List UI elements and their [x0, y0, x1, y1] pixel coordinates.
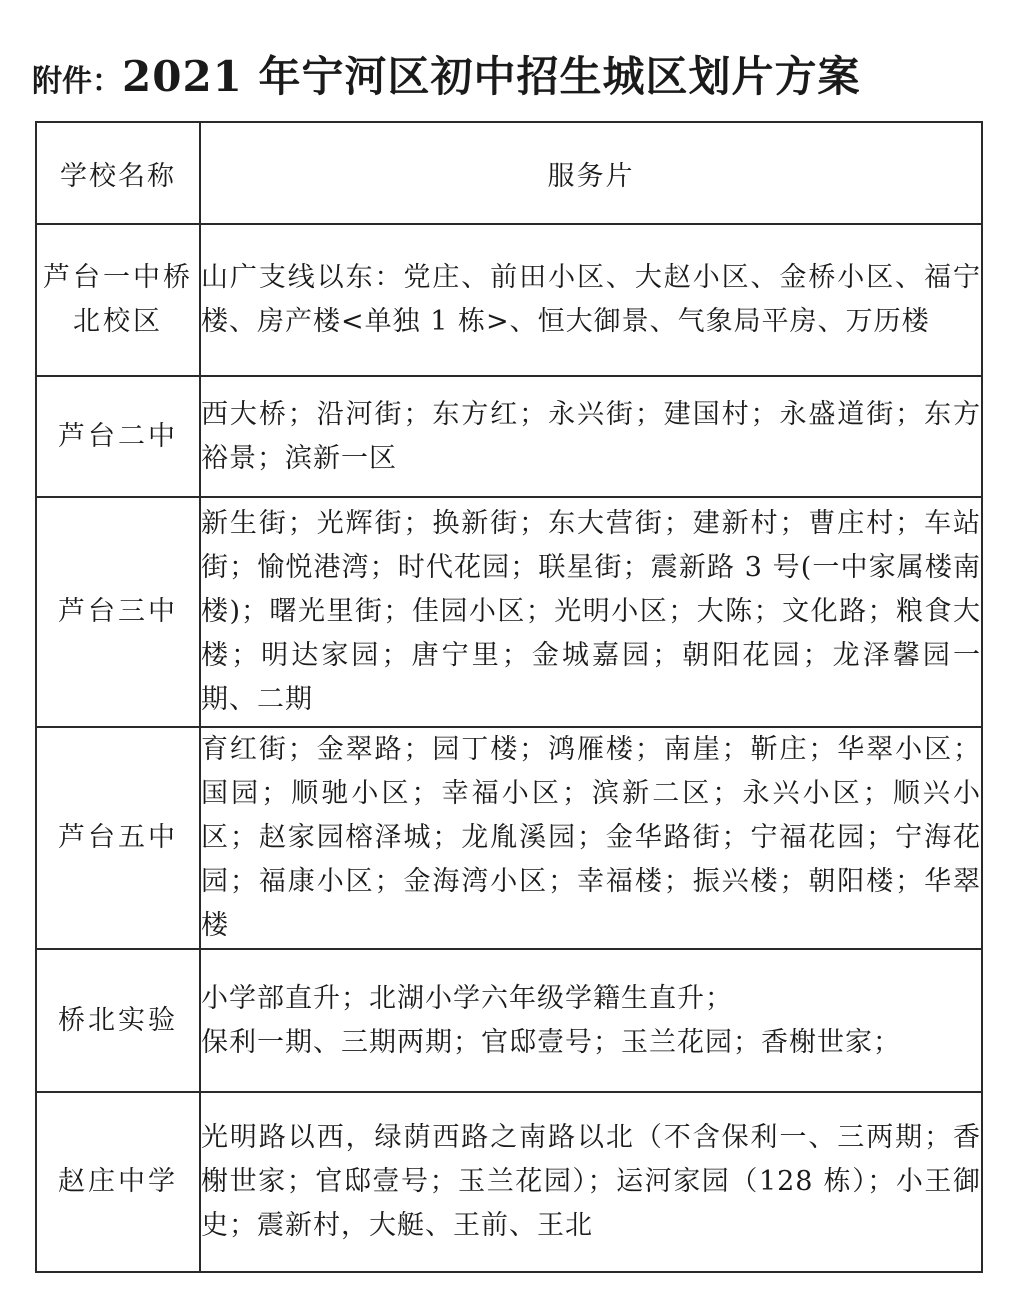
service-area-line: 保利一期、三期两期；官邸壹号；玉兰花园；香榭世家； [201, 1026, 901, 1058]
service-area: 西大桥；沿河街；东方红；永兴街；建国村；永盛道街；东方裕景；滨新一区 [200, 376, 982, 497]
header-area: 服务片 [200, 122, 982, 224]
service-area: 新生街；光辉街；换新街；东大营街；建新村；曹庄村；车站街；愉悦港湾；时代花园；联星街；震新路 3 号(一中家属楼南楼)；曙光里街；佳园小区；光明小区；大陈；文化路；粮食大楼；明达家园；唐宁里；金城嘉园；朝阳花园；龙泽馨园一期、二期 [200, 497, 982, 727]
table-row [36, 727, 982, 949]
school-name: 芦台二中 [36, 376, 200, 497]
school-name: 桥北实验 [36, 949, 200, 1092]
table-row [36, 376, 982, 497]
service-area: 山广支线以东：党庄、前田小区、大赵小区、金桥小区、福宁楼、房产楼<单独 1 栋>、恒大御景、气象局平房、万历楼 [200, 224, 982, 376]
school-name: 赵庄中学 [36, 1092, 200, 1272]
table-row [36, 949, 982, 1092]
service-area-line: 小学部直升；北湖小学六年级学籍生直升； [201, 982, 733, 1014]
title-main: 2021 年宁河区初中招生城区划片方案 [122, 52, 861, 101]
service-area: 光明路以西，绿荫西路之南路以北（不含保利一、三两期；香榭世家；官邸壹号；玉兰花园）；运河家园（128 栋）；小王御史；震新村，大艇、王前、王北 [200, 1092, 982, 1272]
table-row [36, 497, 982, 727]
zoning-table [35, 121, 983, 1273]
table-header-row [36, 122, 982, 224]
title-prefix: 附件： [32, 64, 122, 99]
table-row [36, 1092, 982, 1272]
service-area: 育红街；金翠路；园丁楼；鸿雁楼；南崖；靳庄；华翠小区；国园；顺驰小区；幸福小区；滨新二区；永兴小区；顺兴小区；赵家园榕泽城；龙胤溪园；金华路街；宁福花园；宁海花园；福康小区；金海湾小区；幸福楼；振兴楼；朝阳楼；华翠楼 [200, 727, 982, 949]
school-name: 芦台五中 [36, 727, 200, 949]
school-name: 芦台三中 [36, 497, 200, 727]
document-title [32, 44, 861, 104]
school-name: 芦台一中桥北校区 [36, 224, 200, 376]
header-school: 学校名称 [36, 122, 200, 224]
table-row [36, 224, 982, 376]
service-area [200, 949, 982, 1092]
